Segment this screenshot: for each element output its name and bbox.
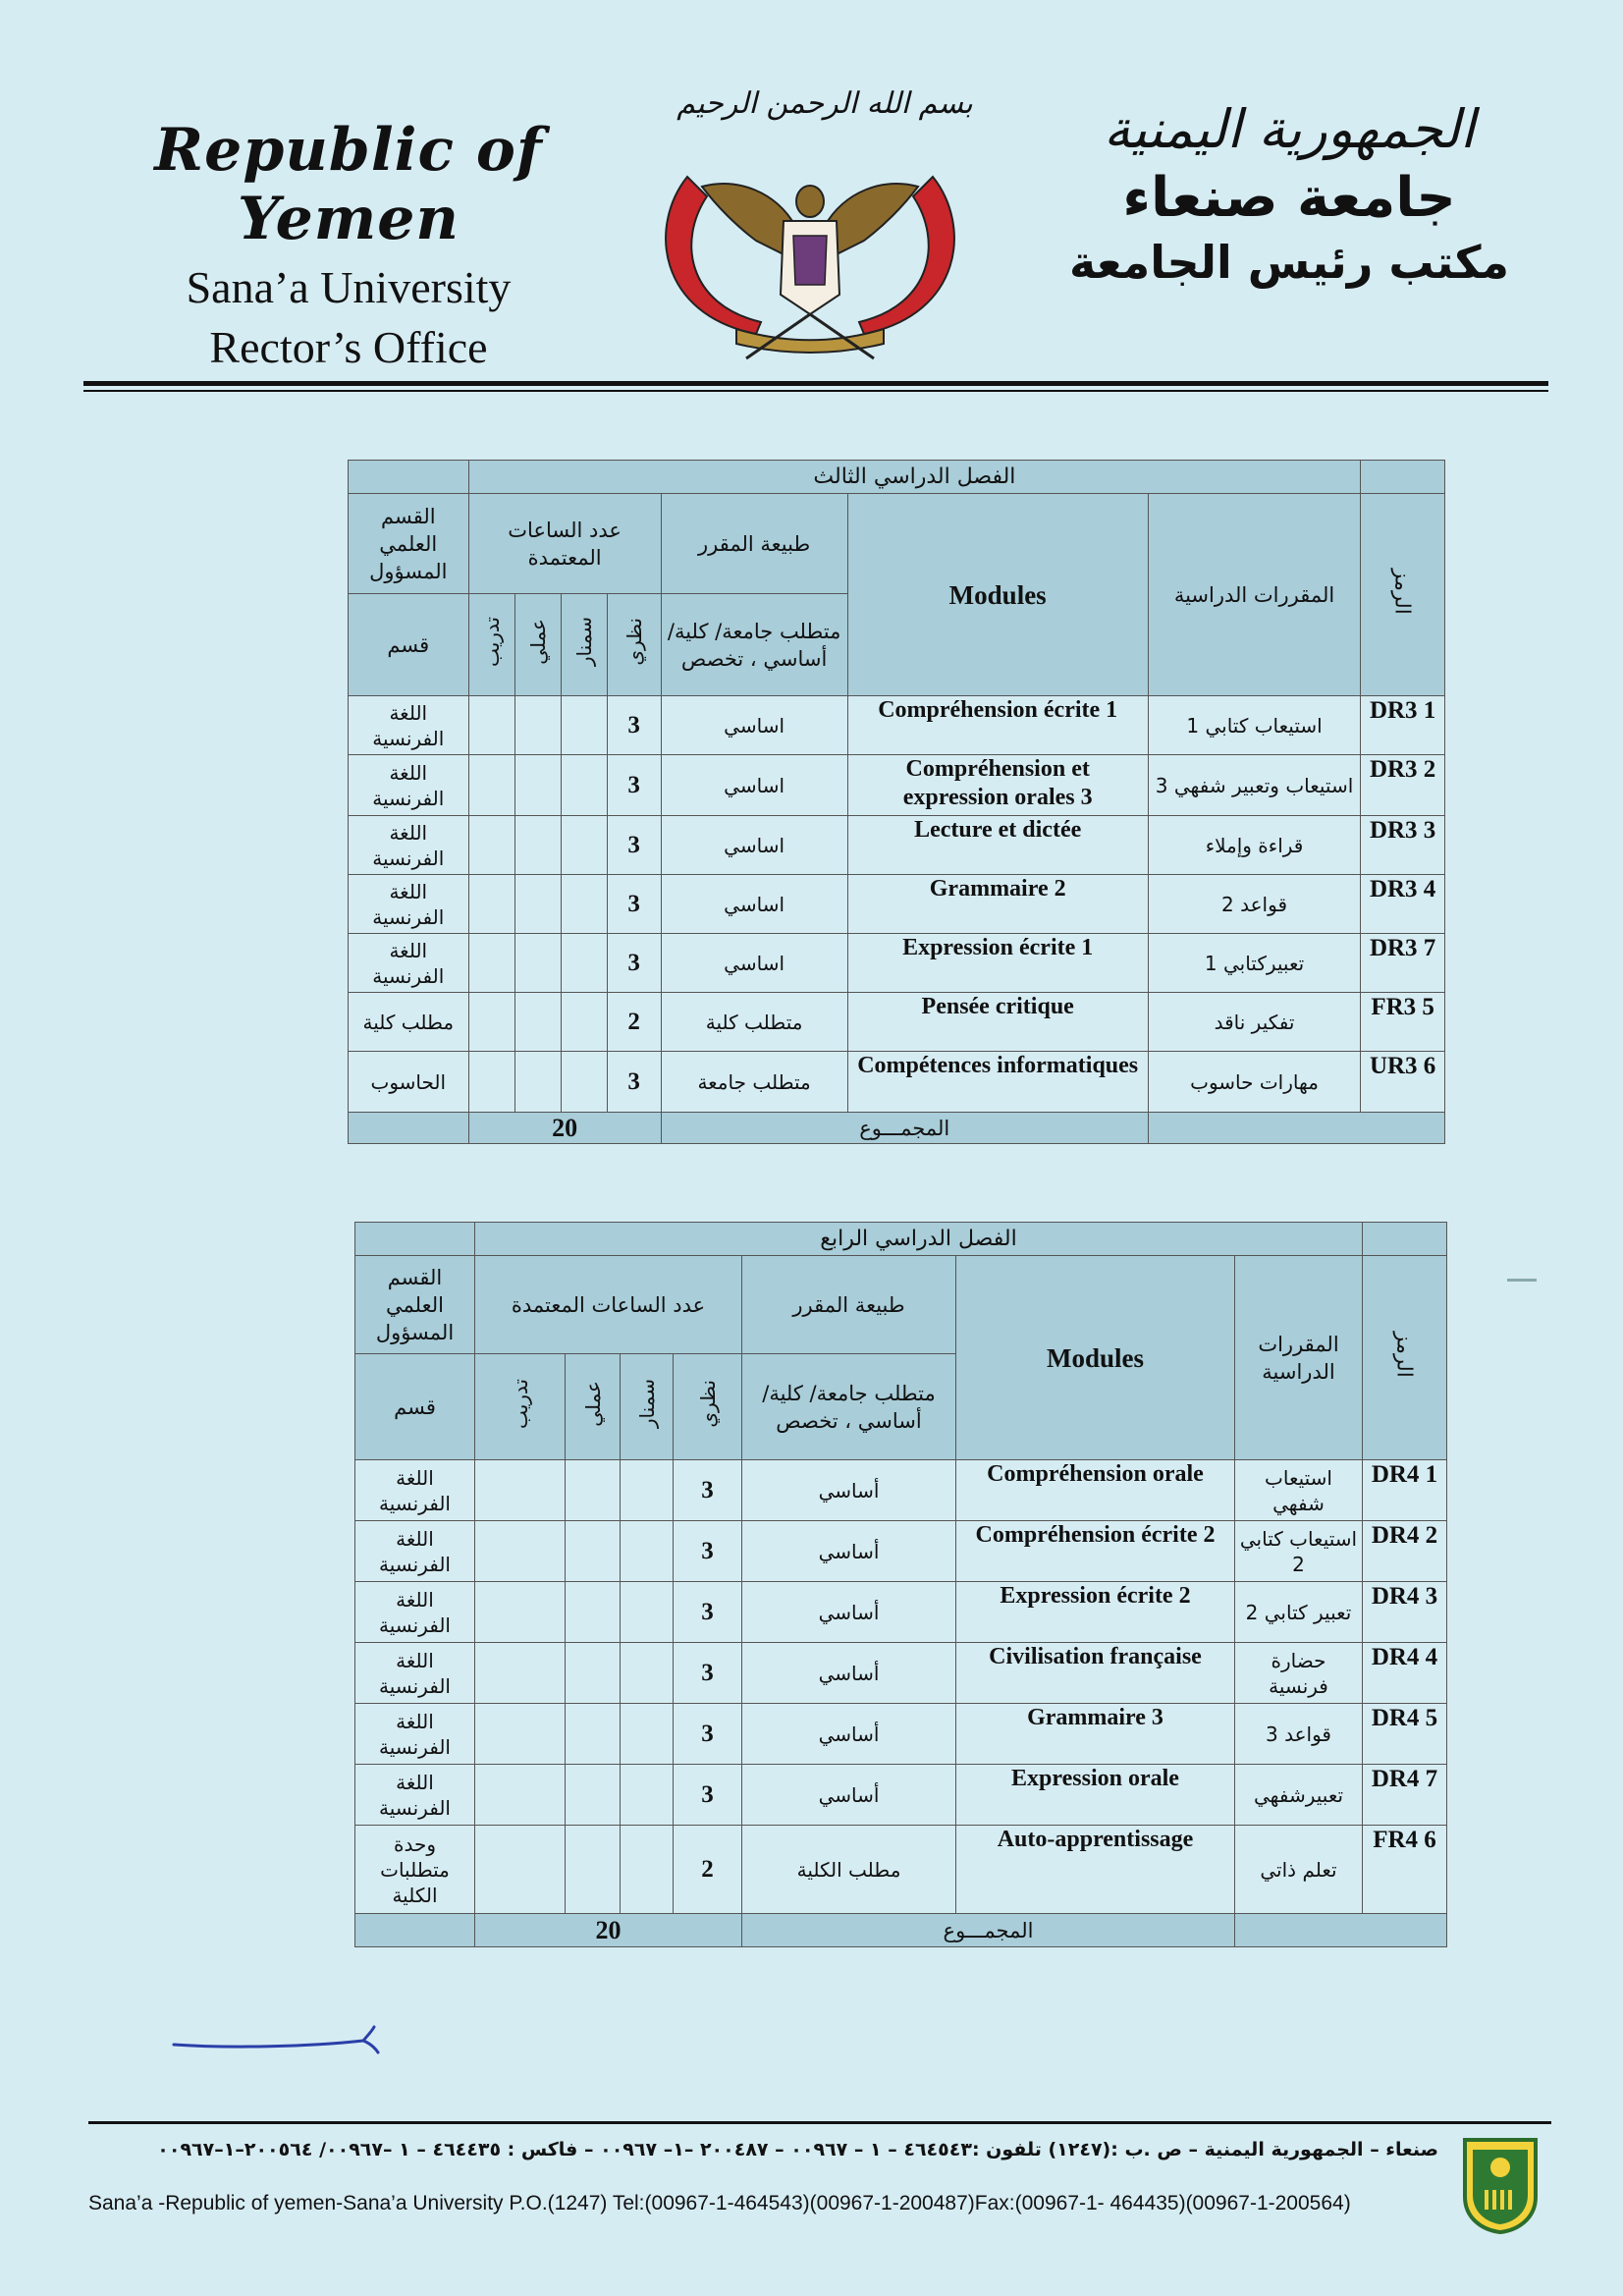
- practical-hours: [514, 934, 561, 993]
- responsible-dept: اللغة الفرنسية: [355, 1460, 475, 1521]
- responsible-dept: اللغة الفرنسية: [349, 934, 469, 993]
- training-hours: [468, 875, 514, 934]
- seminar-hours: [561, 1052, 607, 1113]
- header-rule: [83, 381, 1548, 386]
- table-row: [355, 1826, 1447, 1914]
- table-row: [349, 755, 1445, 816]
- dept-subheader: قسم: [355, 1354, 475, 1460]
- course-code: DR4 3: [1363, 1582, 1447, 1643]
- theory-hours: 3: [607, 816, 661, 875]
- training-hours: [468, 755, 514, 816]
- seminar-hours: [561, 875, 607, 934]
- training-hours: [468, 696, 514, 755]
- dept-subheader: قسم: [349, 594, 469, 696]
- theory-hours: 2: [607, 993, 661, 1052]
- course-nature: أساسي: [742, 1765, 956, 1826]
- course-name-arabic: استيعاب شفهي: [1235, 1460, 1363, 1521]
- practical-hours: [514, 755, 561, 816]
- semester4-total-label: المجمـــوع: [742, 1914, 1235, 1947]
- table-row: [355, 1582, 1447, 1643]
- theory-hours: 2: [674, 1826, 742, 1914]
- module-name: Grammaire 2: [847, 875, 1148, 934]
- module-name: Compréhension orale: [956, 1460, 1235, 1521]
- responsible-dept: اللغة الفرنسية: [349, 875, 469, 934]
- course-nature: أساسي: [742, 1704, 956, 1765]
- responsible-dept: اللغة الفرنسية: [355, 1643, 475, 1704]
- practical-hours: [566, 1765, 621, 1826]
- training-hours: [475, 1826, 566, 1914]
- seminar-hours: [621, 1521, 674, 1582]
- responsible-dept: الحاسوب: [349, 1052, 469, 1113]
- arabic-university: جامعة صنعاء: [1122, 166, 1456, 230]
- course-nature: أساسي: [742, 1643, 956, 1704]
- responsible-dept: اللغة الفرنسية: [349, 816, 469, 875]
- module-name: Pensée critique: [847, 993, 1148, 1052]
- course-code: DR4 5: [1363, 1704, 1447, 1765]
- theory-header: نظري: [607, 594, 661, 696]
- course-code: FR3 5: [1361, 993, 1445, 1052]
- seminar-hours: [621, 1765, 674, 1826]
- course-name-arabic: استيعاب وتعبير شفهي 3: [1148, 755, 1360, 816]
- table-row: [355, 1521, 1447, 1582]
- english-office: Rector’s Office: [209, 322, 488, 372]
- practical-hours: [566, 1582, 621, 1643]
- practical-hours: [566, 1643, 621, 1704]
- practical-hours: [514, 875, 561, 934]
- semester4-table: [354, 1222, 1447, 1947]
- nature-header: طبيعة المقرر: [661, 494, 847, 594]
- courses-header: المقررات الدراسية: [1148, 494, 1360, 696]
- yemen-eagle-emblem: [648, 147, 972, 367]
- bismillah: بسم الله الرحمن الرحيم: [676, 86, 973, 121]
- seminar-hours: [621, 1826, 674, 1914]
- module-name: Compréhension et expression orales 3: [847, 755, 1148, 816]
- english-university: Sana’a University: [186, 262, 512, 312]
- practical-hours: [566, 1460, 621, 1521]
- theory-hours: 3: [607, 755, 661, 816]
- courses-header: المقررات الدراسية: [1235, 1256, 1363, 1460]
- course-nature: متطلب كلية: [661, 993, 847, 1052]
- training-hours: [475, 1765, 566, 1826]
- module-name: Auto-apprentissage: [956, 1826, 1235, 1914]
- course-nature: أساسي: [742, 1521, 956, 1582]
- training-header: تدريب: [475, 1354, 566, 1460]
- table-row: [355, 1460, 1447, 1521]
- english-country: Republic of Yemen: [154, 116, 543, 253]
- scan-mark: [1507, 1279, 1537, 1282]
- course-code: DR4 7: [1363, 1765, 1447, 1826]
- module-name: Compréhension écrite 2: [956, 1521, 1235, 1582]
- footer-arabic-address: صنعاء – الجمهورية اليمنية – ص .ب :(١٢٤٧) تلفون :٤٦٤٥٤٣ – ١ – ٠٠٩٦٧ – ٢٠٠٤٨٧ –١– ٠٠٩٦٧ – فاكس : ٤٦٤٤٣٥ – ١ –٠٠٩٦٧/ ٢٠٠٥٦٤–١–٠٠٩٦٧: [157, 2139, 1438, 2160]
- practical-hours: [514, 816, 561, 875]
- course-code: DR3 2: [1361, 755, 1445, 816]
- course-nature: أساسي: [742, 1582, 956, 1643]
- arabic-letterhead: [1063, 98, 1515, 289]
- seminar-hours: [561, 993, 607, 1052]
- arabic-office: مكتب رئيس الجامعة: [1068, 236, 1510, 289]
- practical-hours: [514, 993, 561, 1052]
- code-header: الرمز: [1361, 494, 1445, 696]
- table-row: [349, 875, 1445, 934]
- training-hours: [475, 1521, 566, 1582]
- course-code: FR4 6: [1363, 1826, 1447, 1914]
- training-hours: [468, 1052, 514, 1113]
- modules-header: Modules: [956, 1256, 1235, 1460]
- table-row: [349, 1052, 1445, 1113]
- hours-header: عدد الساعات المعتمدة: [468, 494, 661, 594]
- practical-hours: [514, 1052, 561, 1113]
- theory-hours: 3: [674, 1521, 742, 1582]
- module-name: Compréhension écrite 1: [847, 696, 1148, 755]
- semester3-title: الفصل الدراسي الثالث: [468, 461, 1361, 494]
- table-row: [349, 993, 1445, 1052]
- training-hours: [475, 1582, 566, 1643]
- practical-hours: [514, 696, 561, 755]
- university-seal-logo: [1461, 2136, 1540, 2238]
- theory-hours: 3: [674, 1460, 742, 1521]
- theory-hours: 3: [607, 875, 661, 934]
- module-name: Expression écrite 2: [956, 1582, 1235, 1643]
- seminar-header: سمنار: [561, 594, 607, 696]
- practical-header: عملي: [514, 594, 561, 696]
- course-name-arabic: تعبير كتابي 2: [1235, 1582, 1363, 1643]
- module-name: Expression orale: [956, 1765, 1235, 1826]
- course-code: DR4 2: [1363, 1521, 1447, 1582]
- hours-header: عدد الساعات المعتمدة: [475, 1256, 742, 1354]
- table-row: [349, 934, 1445, 993]
- course-nature: اساسي: [661, 755, 847, 816]
- modules-header: Modules: [847, 494, 1148, 696]
- training-header: تدريب: [468, 594, 514, 696]
- seminar-hours: [561, 696, 607, 755]
- pen-stroke: [172, 2023, 388, 2066]
- semester3-total-value: 20: [468, 1113, 661, 1144]
- course-code: DR3 3: [1361, 816, 1445, 875]
- seminar-hours: [621, 1643, 674, 1704]
- course-code: DR3 4: [1361, 875, 1445, 934]
- responsible-dept: مطلب كلية: [349, 993, 469, 1052]
- course-name-arabic: تفكير ناقد: [1148, 993, 1360, 1052]
- module-name: Grammaire 3: [956, 1704, 1235, 1765]
- course-nature: متطلب جامعة: [661, 1052, 847, 1113]
- training-hours: [468, 816, 514, 875]
- course-name-arabic: تعبيرشفهي: [1235, 1765, 1363, 1826]
- training-hours: [475, 1460, 566, 1521]
- practical-hours: [566, 1704, 621, 1765]
- responsible-dept: اللغة الفرنسية: [349, 696, 469, 755]
- footer-rule: [88, 2121, 1551, 2124]
- practical-header: عملي: [566, 1354, 621, 1460]
- module-name: Compétences informatiques: [847, 1052, 1148, 1113]
- practical-hours: [566, 1826, 621, 1914]
- table-row: [355, 1643, 1447, 1704]
- course-code: DR4 1: [1363, 1460, 1447, 1521]
- semester4-total-value: 20: [475, 1914, 742, 1947]
- arabic-country: الجمهورية اليمنية: [1103, 98, 1476, 160]
- theory-header: نظري: [674, 1354, 742, 1460]
- theory-hours: 3: [607, 934, 661, 993]
- course-name-arabic: استيعاب كتابي 2: [1235, 1521, 1363, 1582]
- semester4-title: الفصل الدراسي الرابع: [475, 1223, 1363, 1256]
- course-name-arabic: قراءة وإملاء: [1148, 816, 1360, 875]
- responsible-dept: اللغة الفرنسية: [355, 1704, 475, 1765]
- module-name: Civilisation française: [956, 1643, 1235, 1704]
- nature-header: طبيعة المقرر: [742, 1256, 956, 1354]
- course-nature: أساسي: [742, 1460, 956, 1521]
- theory-hours: 3: [607, 696, 661, 755]
- practical-hours: [566, 1521, 621, 1582]
- training-hours: [468, 993, 514, 1052]
- header-rule-thin: [83, 390, 1548, 392]
- course-name-arabic: قواعد 2: [1148, 875, 1360, 934]
- course-name-arabic: تعلم ذاتي: [1235, 1826, 1363, 1914]
- responsible-dept: اللغة الفرنسية: [355, 1521, 475, 1582]
- dept-header: القسم العلمي المسؤول: [349, 494, 469, 594]
- training-hours: [475, 1704, 566, 1765]
- nature-subheader: متطلب جامعة/ كلية/ أساسي ، تخصص: [742, 1354, 956, 1460]
- theory-hours: 3: [674, 1765, 742, 1826]
- course-nature: مطلب الكلية: [742, 1826, 956, 1914]
- seminar-hours: [621, 1704, 674, 1765]
- table-row: [355, 1765, 1447, 1826]
- seminar-hours: [561, 755, 607, 816]
- responsible-dept: اللغة الفرنسية: [355, 1582, 475, 1643]
- course-nature: اساسي: [661, 816, 847, 875]
- semester3-total-label: المجمـــوع: [661, 1113, 1148, 1144]
- seminar-hours: [561, 816, 607, 875]
- course-code: UR3 6: [1361, 1052, 1445, 1113]
- course-code: DR3 1: [1361, 696, 1445, 755]
- course-name-arabic: تعبيركتابي 1: [1148, 934, 1360, 993]
- course-name-arabic: مهارات حاسوب: [1148, 1052, 1360, 1113]
- theory-hours: 3: [607, 1052, 661, 1113]
- code-header: الرمز: [1363, 1256, 1447, 1460]
- responsible-dept: وحدة متطلبات الكلية: [355, 1826, 475, 1914]
- course-code: DR4 4: [1363, 1643, 1447, 1704]
- course-name-arabic: استيعاب كتابي 1: [1148, 696, 1360, 755]
- seminar-header: سمنار: [621, 1354, 674, 1460]
- theory-hours: 3: [674, 1582, 742, 1643]
- table-row: [349, 696, 1445, 755]
- english-letterhead: [93, 116, 604, 373]
- course-name-arabic: قواعد 3: [1235, 1704, 1363, 1765]
- course-nature: اساسي: [661, 875, 847, 934]
- semester3-table: [348, 460, 1445, 1144]
- nature-subheader: متطلب جامعة/ كلية/ أساسي ، تخصص: [661, 594, 847, 696]
- course-nature: اساسي: [661, 934, 847, 993]
- course-code: DR3 7: [1361, 934, 1445, 993]
- module-name: Expression écrite 1: [847, 934, 1148, 993]
- dept-header: القسم العلمي المسؤول: [355, 1256, 475, 1354]
- theory-hours: 3: [674, 1704, 742, 1765]
- responsible-dept: اللغة الفرنسية: [355, 1765, 475, 1826]
- theory-hours: 3: [674, 1643, 742, 1704]
- course-nature: اساسي: [661, 696, 847, 755]
- training-hours: [475, 1643, 566, 1704]
- training-hours: [468, 934, 514, 993]
- footer-english-address: Sana’a -Republic of yemen-Sana’a University P.O.(1247) Tel:(00967-1-464543)(00967-1-200487)Fax:(00967-1- 464435)(00967-1-200564): [88, 2192, 1351, 2214]
- seminar-hours: [561, 934, 607, 993]
- seminar-hours: [621, 1460, 674, 1521]
- course-name-arabic: حضارة فرنسية: [1235, 1643, 1363, 1704]
- seminar-hours: [621, 1582, 674, 1643]
- table-row: [349, 816, 1445, 875]
- table-row: [355, 1704, 1447, 1765]
- module-name: Lecture et dictée: [847, 816, 1148, 875]
- responsible-dept: اللغة الفرنسية: [349, 755, 469, 816]
